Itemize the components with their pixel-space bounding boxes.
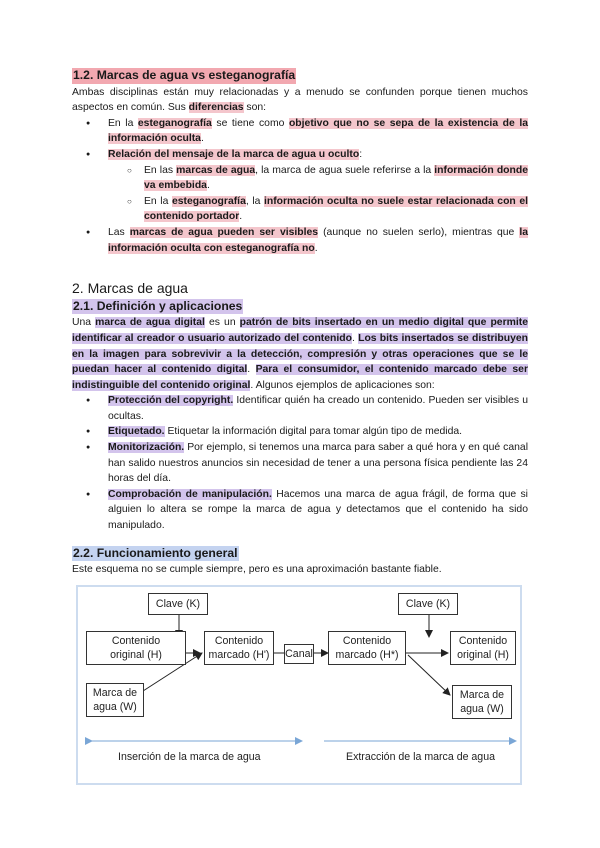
line: original (H)	[457, 649, 509, 661]
text: Las	[108, 226, 130, 238]
text: En las	[144, 164, 177, 176]
text: Ambas disciplinas están muy relacionadas y a menudo se confunden porque tienen muchos aspectos en común. Sus	[72, 86, 528, 114]
section-2-2-heading: 2.2. Funcionamiento general	[73, 545, 238, 560]
box-label	[451, 634, 515, 662]
watermark-input-box	[86, 683, 144, 717]
key-label: Clave (K)	[155, 598, 201, 610]
highlight: Monitorización.	[108, 442, 185, 454]
extraction-caption: Extracción de la marca de agua	[346, 751, 495, 763]
list-item	[72, 424, 528, 440]
highlight: marcas de agua pueden ser visibles	[129, 226, 319, 238]
text: Hacemos una marca de agua frágil, de forma que si alguien lo altera se rompe la marca de agua y detectamos que el contenido ha sido manipulado.	[108, 488, 528, 532]
insertion-caption: Inserción de la marca de agua	[118, 751, 261, 763]
line: marcado (H')	[208, 649, 270, 661]
text: , la	[245, 195, 264, 207]
key-box-insert	[148, 593, 208, 615]
text: Una	[72, 317, 96, 329]
highlight: Comprobación de manipulación.	[108, 488, 272, 500]
line: Marca de	[459, 689, 505, 701]
text: .	[239, 211, 243, 223]
applications-list	[72, 393, 528, 533]
text: son:	[243, 102, 267, 114]
section-1-2-intro	[72, 85, 528, 116]
marked-content-box	[204, 631, 274, 665]
text: .	[206, 180, 210, 192]
line: Contenido	[214, 635, 264, 647]
highlight: Protección del copyright.	[108, 395, 234, 407]
section-2-heading: 2. Marcas de agua	[72, 280, 188, 297]
text: Etiquetar la información digital para tomar algún tipo de medida.	[164, 426, 463, 438]
line: Marca de	[92, 687, 138, 699]
text: Por ejemplo, si tenemos una marca para saber a qué hora y en qué canal han salido nuestros anuncios sin necesidad de tener a una persona física pendiente las 24 horas del día.	[108, 442, 528, 485]
section-1-2-heading: 1.2. Marcas de agua vs esteganografía	[73, 68, 296, 82]
spacer	[72, 534, 528, 546]
box-label	[87, 634, 185, 662]
highlight: la información oculta con esteganografía no	[108, 226, 528, 254]
box-label	[205, 634, 273, 662]
key-label: Clave (K)	[405, 598, 451, 610]
line: original (H)	[110, 649, 162, 661]
list-item	[72, 393, 528, 424]
spacer	[72, 256, 528, 281]
highlight: esteganografía	[171, 195, 246, 207]
list-item	[72, 116, 528, 147]
section-2-2-text: Este esquema no se cumple siempre, pero es una aproximación bastante fiable.	[72, 564, 442, 576]
text: , la marca de agua suele referirse a la	[255, 164, 435, 176]
highlight: Los bits insertados se distribuyen en la imagen para sobrevivir a la detección, compresión y otras operaciones que se le puedan hacer al contenido digital	[72, 332, 528, 376]
box-label	[453, 688, 511, 716]
list-item	[72, 440, 528, 487]
section-2-1-paragraph	[72, 315, 528, 393]
list-item	[72, 225, 528, 256]
line: marcado (H*)	[335, 649, 399, 661]
text: (aunque no suelen serlo), mientras que	[318, 226, 520, 238]
highlight: Etiquetado.	[108, 426, 165, 438]
text: .	[314, 242, 318, 254]
watermark-output-box	[452, 685, 512, 719]
original-content-box	[86, 631, 186, 665]
highlight: objetivo que no se sepa de la existencia de la información oculta	[108, 117, 528, 145]
line: Contenido	[111, 635, 161, 647]
highlight: esteganografía	[137, 117, 212, 129]
highlight: marca de agua digital	[95, 317, 205, 329]
list-item	[72, 487, 528, 534]
box-label	[87, 686, 143, 714]
differences-list	[72, 116, 528, 256]
recovered-original-box	[450, 631, 516, 665]
text: es un	[204, 317, 240, 329]
highlight: información oculta no suele estar relacionada con el contenido portador	[144, 195, 528, 223]
text: :	[359, 148, 363, 160]
highlight: información donde va embebida	[144, 164, 528, 192]
text: .	[351, 332, 359, 344]
line: agua (W)	[93, 701, 137, 713]
key-box-extract	[398, 593, 458, 615]
section-2-1-heading: 2.1. Definición y aplicaciones	[73, 298, 243, 313]
highlight: diferencias	[188, 102, 244, 114]
text: En la	[108, 117, 138, 129]
highlight: Para el consumidor, el contenido marcado debe ser indistinguible del contenido original	[72, 364, 528, 391]
highlight: Relación del mensaje de la marca de agua u oculto	[108, 148, 360, 160]
box-label	[329, 634, 405, 662]
line: Contenido	[342, 635, 392, 647]
text: .	[200, 133, 204, 145]
highlight: patrón de bits insertado en un medio digital que permite identificar al creador o usuario autorizado del contenido	[72, 317, 528, 344]
channel-box	[284, 644, 314, 664]
text: Identificar quién ha creado un contenido. Pueden ser visibles u ocultas.	[108, 395, 528, 422]
sub-list-item	[72, 194, 528, 225]
text: En la	[144, 195, 172, 207]
channel-label: Canal	[285, 648, 313, 660]
list-item	[72, 147, 528, 163]
line: agua (W)	[460, 703, 504, 715]
line: Contenido	[458, 635, 508, 647]
received-content-box	[328, 631, 406, 665]
text: se tiene como	[211, 117, 289, 129]
sub-list-item	[72, 163, 528, 194]
arrow-received-to-watermark	[408, 655, 450, 695]
highlight: marcas de agua	[176, 164, 256, 176]
text: .	[247, 364, 256, 376]
watermark-diagram	[76, 585, 522, 785]
document-page	[72, 68, 528, 578]
text: . Algunos ejemplos de aplicaciones son:	[250, 379, 435, 391]
